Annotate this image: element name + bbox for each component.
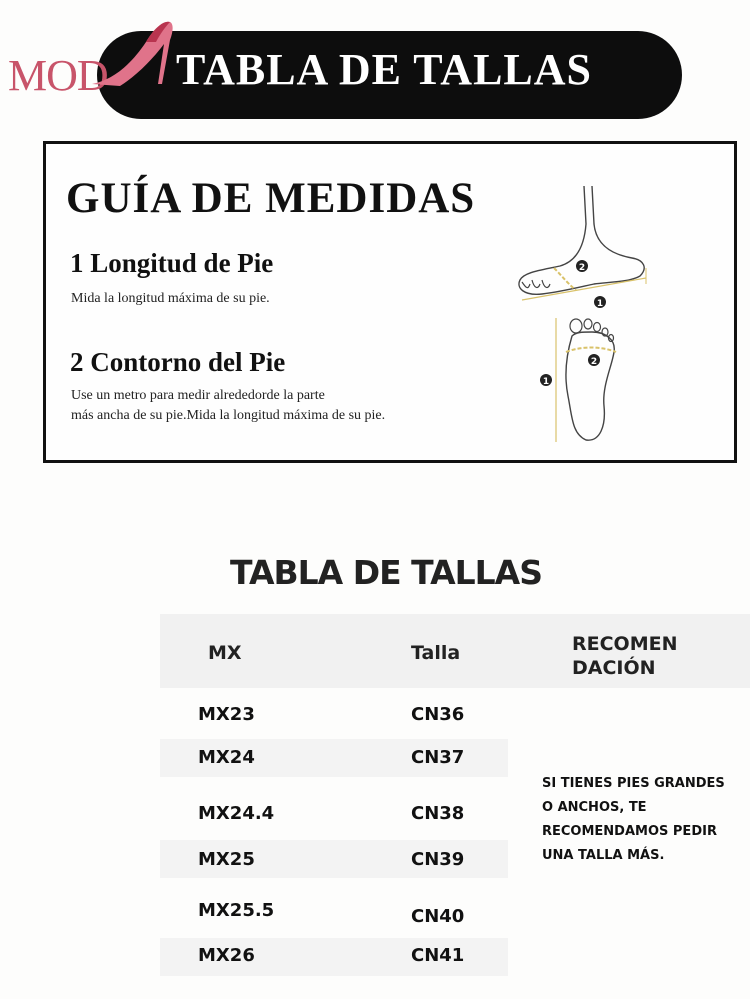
recommendation-line: RECOMENDAMOS PEDIR	[542, 824, 717, 839]
cell-talla: CN36	[411, 704, 465, 725]
diagram-marker-2: 2	[590, 357, 598, 367]
high-heel-logo-icon	[72, 14, 182, 94]
step-foot-girth-desc-line1: Use un metro para medir alrededorde la parte	[71, 388, 325, 403]
diagram-marker-1: 1	[542, 377, 550, 387]
step-foot-girth-title: 2 Contorno del Pie	[70, 347, 286, 377]
cell-talla: CN38	[411, 803, 465, 824]
cell-mx: MX25.5	[198, 900, 275, 921]
diagram-marker-1: 1	[596, 299, 604, 309]
column-header-mx: MX	[208, 642, 242, 664]
foot-side-view-icon	[514, 184, 664, 314]
cell-talla: CN41	[411, 945, 465, 966]
cell-mx: MX26	[198, 945, 255, 966]
diagram-marker-2: 2	[578, 263, 586, 273]
recommendation-line: SI TIENES PIES GRANDES	[542, 776, 725, 791]
step-foot-length-title: 1 Longitud de Pie	[70, 248, 274, 278]
cell-talla: CN39	[411, 849, 465, 870]
column-header-talla: Talla	[411, 642, 461, 664]
guide-title: GUÍA DE MEDIDAS	[66, 175, 476, 222]
column-header-recommendation	[572, 632, 678, 680]
measurement-guide-panel	[43, 141, 737, 463]
recommendation-note	[542, 772, 742, 868]
recommendation-line: UNA TALLA MÁS.	[542, 848, 665, 863]
cell-mx: MX24	[198, 747, 255, 768]
recommendation-line: O ANCHOS, TE	[542, 800, 647, 815]
foot-sole-view-icon	[536, 316, 636, 446]
cell-mx: MX23	[198, 704, 255, 725]
size-table-title: TABLA DE TALLAS	[230, 553, 542, 592]
cell-mx: MX24.4	[198, 803, 275, 824]
cell-talla: CN40	[411, 906, 465, 927]
column-header-recommendation-line1: RECOMEN	[572, 633, 678, 655]
cell-talla: CN37	[411, 747, 465, 768]
step-foot-length-desc: Mida la longitud máxima de su pie.	[71, 291, 270, 306]
column-header-recommendation-line2: DACIÓN	[572, 657, 656, 679]
brand-logo-text: MOD	[8, 51, 108, 100]
cell-mx: MX25	[198, 849, 255, 870]
page-title: TABLA DE TALLAS	[176, 45, 593, 94]
step-foot-girth-desc-line2: más ancha de su pie.Mida la longitud máxima de su pie.	[71, 408, 386, 423]
